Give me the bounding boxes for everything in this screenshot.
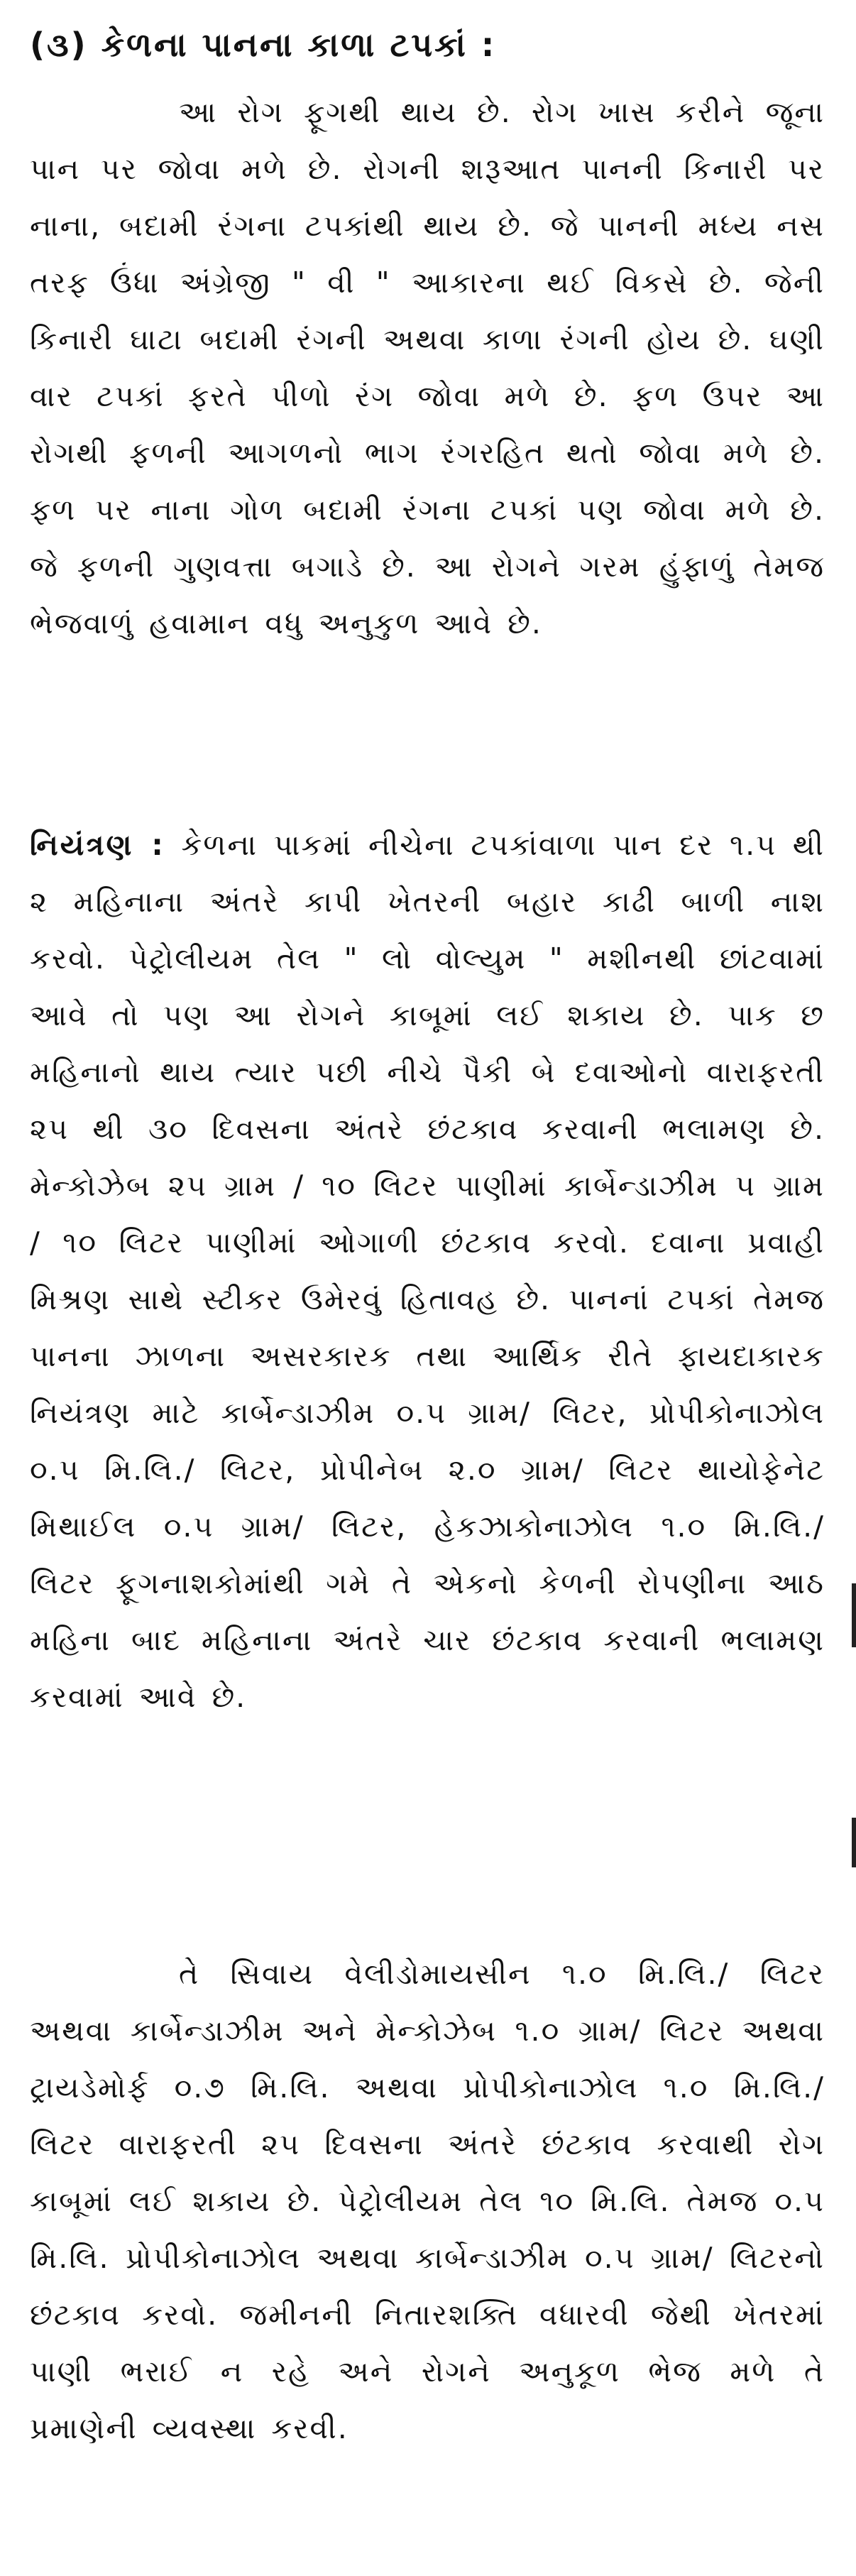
- page-edge-mark: [852, 1818, 856, 1867]
- control-body: [30, 817, 825, 1725]
- description-text: આ રોગ ફૂગથી થાય છે. રોગ ખાસ કરીને જૂના પાન પર જોવા મળે છે. રોગની શરૂઆત પાનની કિનારી પર નાના, બદામી રંગના ટપકાંથી થાય છે. જે પાનની મધ્ય નસ તરફ ઉંધા અંગ્રેજી " વી " આકારના થઈ વિકસે છે. જેની કિનારી ઘાટા બદામી રંગની અથવા કાળા રંગની હોય છે. ઘણી વાર ટપકાં ફરતે પીળો રંગ જોવા મળે છે. ફળ ઉપર આ રોગથી ફળની આગળનો ભાગ રંગરહિત થતો જોવા મળે છે. ફળ પર નાના ગોળ બદામી રંગના ટપકાં પણ જોવા મળે છે. જે ફળની ગુણવત્તા બગાડે છે. આ રોગને ગરમ હુંફાળું તેમજ ભેજવાળું હવામાન વધુ અનુકુળ આવે છે.: [30, 95, 825, 640]
- control-paragraph: [30, 817, 825, 1725]
- description-paragraph: [30, 84, 825, 652]
- alternative-paragraph: [30, 1945, 825, 2457]
- section-heading: (૩) કેળના પાનના કાળા ટપકાં :: [30, 26, 497, 64]
- page-edge-mark: [852, 1583, 856, 1647]
- control-label: નિયંત્રણ :: [30, 828, 165, 862]
- alternative-text: તે સિવાય વેલીડોમાયસીન ૧.૦ મિ.લિ./ લિટર અથવા કાર્બેન્ડાઝીમ અને મેન્કોઝેબ ૧.૦ ગ્રામ/ લિટર અથવા ટ્રાયડેમોર્ફ ૦.૭ મિ.લિ. અથવા પ્રોપીકોનાઝોલ ૧.૦ મિ.લિ./ લિટર વારાફરતી ૨૫ દિવસના અંતરે છંટકાવ કરવાથી રોગ કાબૂમાં લઈ શકાય છે. પેટ્રોલીયમ તેલ ૧૦ મિ.લિ. તેમજ ૦.૫ મિ.લિ. પ્રોપીકોનાઝોલ અથવા કાર્બેન્ડાઝીમ ૦.૫ ગ્રામ/ લિટરનો છંટકાવ કરવો. જમીનની નિતારશક્તિ વધારવી જેથી ખેતરમાં પાણી ભરાઈ ન રહે અને રોગને અનુકૂળ ભેજ મળે તે પ્રમાણેની વ્યવસ્થા કરવી.: [30, 1957, 825, 2445]
- control-text: કેળના પાકમાં નીચેના ટપકાંવાળા પાન દર ૧.૫ થી ૨ મહિનાના અંતરે કાપી ખેતરની બહાર કાઢી બાળી નાશ કરવો. પેટ્રોલીયમ તેલ " લો વોલ્યુમ " મશીનથી છાંટવામાં આવે તો પણ આ રોગને કાબૂમાં લઈ શકાય છે. પાક છ મહિનાનો થાય ત્યાર પછી નીચે પૈકી બે દવાઓનો વારાફરતી ૨૫ થી ૩૦ દિવસના અંતરે છંટકાવ કરવાની ભલામણ છે. મેન્કોઝેબ ૨૫ ગ્રામ / ૧૦ લિટર પાણીમાં કાર્બેન્ડાઝીમ ૫ ગ્રામ / ૧૦ લિટર પાણીમાં ઓગાળી છંટકાવ કરવો. દવાના પ્રવાહી મિશ્રણ સાથે સ્ટીકર ઉમેરવું હિતાવહ છે. પાનનાં ટપકાં તેમજ પાનના ઝાળના અસરકારક તથા આર્થિક રીતે ફાયદાકારક નિયંત્રણ માટે કાર્બેન્ડાઝીમ ૦.૫ ગ્રામ/ લિટર, પ્રોપીકોનાઝોલ ૦.૫ મિ.લિ./ લિટર, પ્રોપીનેબ ૨.૦ ગ્રામ/ લિટર થાયોફેનેટ મિથાઈલ ૦.૫ ગ્રામ/ લિટર, હેકઝાકોનાઝોલ ૧.૦ મિ.લિ./ લિટર ફૂગનાશકોમાંથી ગમે તે એકનો કેળની રોપણીના આઠ મહિના બાદ મહિનાના અંતરે ચાર છંટકાવ કરવાની ભલામણ કરવામાં આવે છે.: [30, 828, 825, 1714]
